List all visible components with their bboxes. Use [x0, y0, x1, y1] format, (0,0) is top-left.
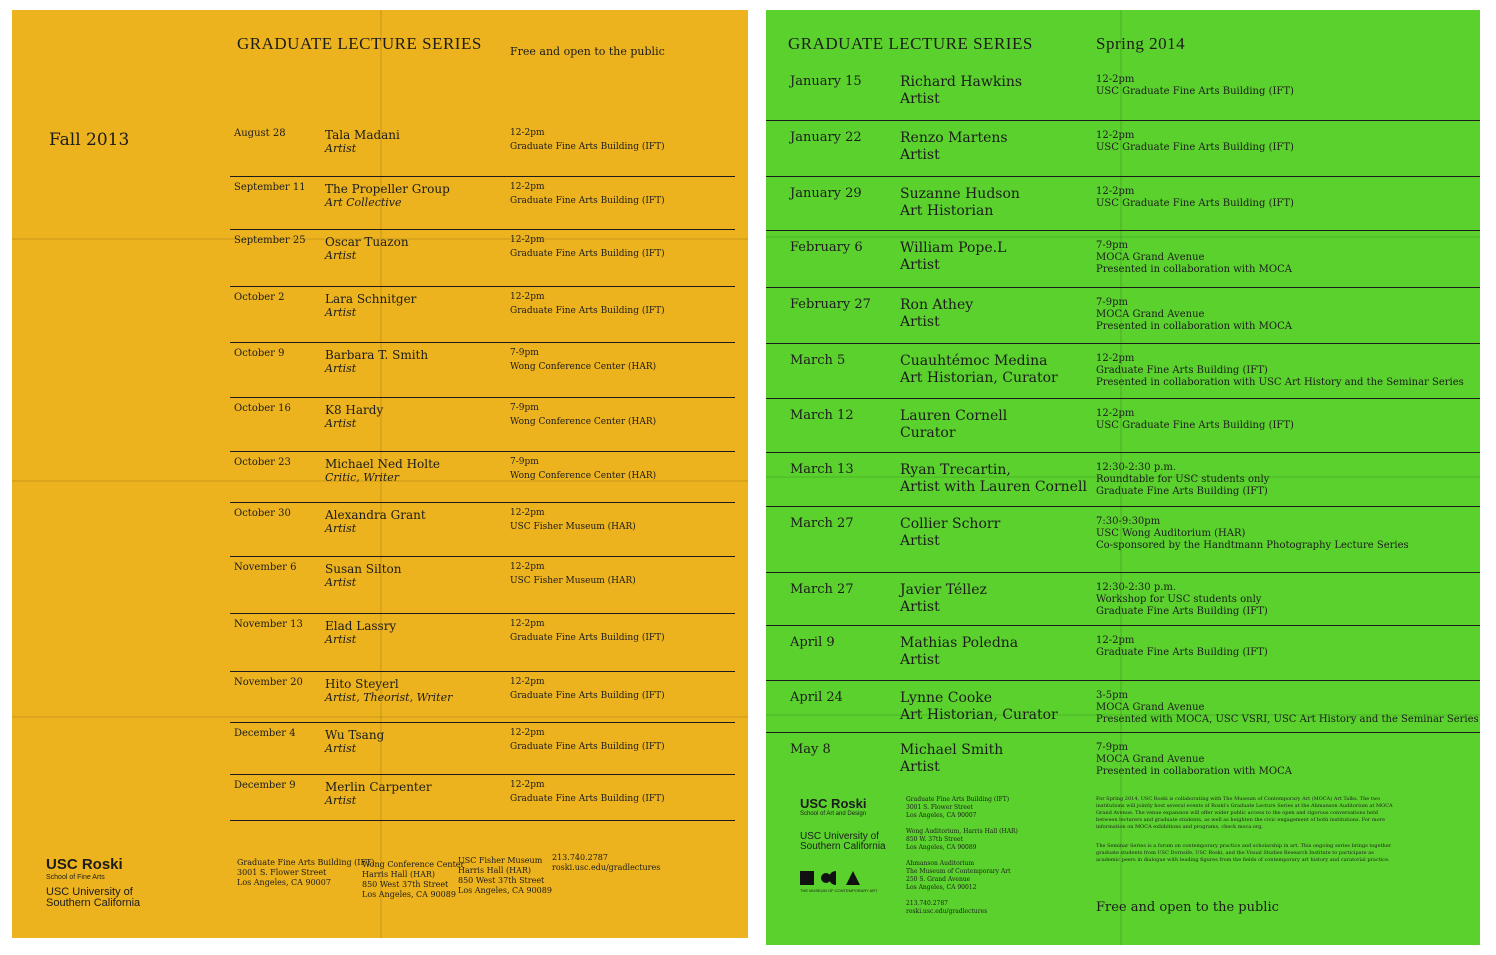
lecture-row [12, 235, 748, 285]
row-divider [766, 572, 1480, 573]
row-divider [766, 680, 1480, 681]
lecturer-name: Ryan Trecartin, [900, 462, 1011, 478]
row-divider [230, 774, 735, 775]
row-divider [230, 502, 735, 503]
lecture-detail-line: Presented in collaboration with MOCA [1096, 264, 1292, 275]
usc-logo: USC University of Southern California [46, 886, 141, 909]
row-divider [230, 613, 735, 614]
lecturer-name: Lara Schnitger [325, 292, 417, 306]
lecture-date: October 2 [234, 292, 285, 303]
lecturer-name: Barbara T. Smith [325, 348, 429, 362]
lecture-detail-line: 12:30-2:30 p.m. [1096, 462, 1177, 473]
lecturer-role: Artist [900, 257, 940, 273]
lecturer-name: Tala Madani [325, 128, 400, 142]
lecture-detail-line: MOCA Grand Avenue [1096, 252, 1205, 263]
lecture-row [12, 403, 748, 453]
lecture-row [12, 780, 748, 830]
lecturer-role: Artist [325, 249, 357, 262]
lecturer-name: The Propeller Group [325, 182, 450, 196]
lecture-row [766, 297, 1480, 347]
lecture-location: Graduate Fine Arts Building (IFT) [510, 196, 665, 206]
lecture-detail-line: 7-9pm [1096, 742, 1128, 753]
lecture-detail-line: Graduate Fine Arts Building (IFT) [1096, 486, 1268, 497]
address-ift: Graduate Fine Arts Building (IFT) 3001 S. Flower Street Los Angeles, CA 90007 [237, 858, 375, 887]
lecture-detail-line: Presented with MOCA, USC VSRI, USC Art History and the Seminar Series [1096, 714, 1479, 725]
lecture-row [766, 516, 1480, 566]
row-divider [766, 287, 1480, 288]
lecture-detail-line: 12-2pm [1096, 635, 1135, 646]
lecture-location: Wong Conference Center (HAR) [510, 417, 657, 427]
fold-line [766, 236, 1480, 238]
lecturer-role: Artist [900, 652, 940, 668]
season-label: Fall 2013 [49, 130, 130, 150]
lecturer-name: Alexandra Grant [325, 508, 426, 522]
contact-info: 213.740.2787 roski.usc.edu/gradlectures [552, 853, 661, 872]
lecturer-role: Artist [325, 362, 357, 375]
lecturer-name: Michael Smith [900, 742, 1004, 758]
lecture-detail-line: Graduate Fine Arts Building (IFT) [1096, 647, 1268, 658]
lecturer-role: Art Collective [325, 196, 402, 209]
lecture-time: 12-2pm [510, 677, 545, 687]
lecture-time: 12-2pm [510, 182, 545, 192]
lecturer-name: K8 Hardy [325, 403, 384, 417]
row-divider [230, 229, 735, 230]
lecturer-role: Artist [325, 306, 357, 319]
lecture-time: 12-2pm [510, 235, 545, 245]
lecture-location: Graduate Fine Arts Building (IFT) [510, 633, 665, 643]
lecture-row [12, 562, 748, 612]
tagline: Free and open to the public [1096, 900, 1279, 915]
lecture-time: 12-2pm [510, 292, 545, 302]
lecture-detail-line: MOCA Grand Avenue [1096, 702, 1205, 713]
row-divider [230, 397, 735, 398]
row-divider [766, 120, 1480, 121]
lecture-date: October 23 [234, 457, 291, 468]
season-label: Spring 2014 [1096, 34, 1186, 53]
lecturer-role: Artist [900, 599, 940, 615]
moca-shapes-icon [800, 870, 864, 886]
moca-logo [800, 870, 864, 890]
lecture-date: October 16 [234, 403, 291, 414]
lecture-detail-line: Presented in collaboration with USC Art History and the Seminar Series [1096, 377, 1464, 388]
lecture-date: January 29 [790, 186, 862, 201]
lecture-row [12, 508, 748, 558]
lecture-detail-line: Workshop for USC students only [1096, 594, 1262, 605]
moca-collaboration-note: For Spring 2014, USC Roski is collaborating with The Museum of Contemporary Art (MOCA) Art Talks. The two institutions will jointly host several events of Roski's Graduate Lecture Series at the Ahmanson Auditorium at MOCA Grand Avenue. The venue expansion will offer wider public access to the open and rigorous conversations held between lecturers and graduate students, as well as heighten the civic engagement of both institutions. For more information on MOCA exhibitions and programs, check moca.org. [1096, 796, 1393, 830]
roski-logo-subtitle: School of Art and Design [800, 811, 867, 817]
lecture-detail-line: USC Graduate Fine Arts Building (IFT) [1096, 420, 1294, 431]
lecture-row [12, 457, 748, 507]
lecture-detail-line: 7:30-9:30pm [1096, 516, 1161, 527]
lecturer-role: Artist [900, 533, 940, 549]
lecturer-name: Lauren Cornell [900, 408, 1008, 424]
row-divider [766, 732, 1480, 733]
lecturer-role: Artist [325, 633, 357, 646]
lecture-date: March 5 [790, 353, 846, 368]
lecture-time: 12-2pm [510, 128, 545, 138]
lecture-detail-line: 3-5pm [1096, 690, 1128, 701]
lecture-date: May 8 [790, 742, 831, 757]
lecture-detail-line: 12-2pm [1096, 186, 1135, 197]
lecture-row [766, 462, 1480, 512]
lecture-date: February 27 [790, 297, 871, 312]
lecturer-name: Lynne Cooke [900, 690, 993, 706]
lecture-row [12, 619, 748, 669]
lecture-date: March 13 [790, 462, 854, 477]
lecturer-role: Curator [900, 425, 956, 441]
lecture-date: April 9 [790, 635, 835, 650]
lecture-detail-line: 7-9pm [1096, 297, 1128, 308]
lecture-detail-line: USC Graduate Fine Arts Building (IFT) [1096, 86, 1294, 97]
lecturer-role: Art Historian [900, 203, 994, 219]
lecturer-role: Art Historian, Curator [900, 707, 1058, 723]
lecture-date: February 6 [790, 240, 863, 255]
row-divider [230, 671, 735, 672]
lecturer-role: Artist [325, 142, 357, 155]
lecturer-role: Critic, Writer [325, 471, 400, 484]
lecturer-name: Wu Tsang [325, 728, 385, 742]
lecture-time: 12-2pm [510, 728, 545, 738]
usc-logo: USC University of Southern California [800, 831, 886, 852]
lecture-row [766, 690, 1480, 740]
lecturer-name: Elad Lassry [325, 619, 397, 633]
lecture-detail-line: 12-2pm [1096, 74, 1135, 85]
lecture-date: March 12 [790, 408, 854, 423]
lecture-date: October 30 [234, 508, 291, 519]
lecture-row [766, 742, 1480, 792]
lecture-row [766, 74, 1480, 124]
lecture-detail-line: 12-2pm [1096, 408, 1135, 419]
lecture-date: March 27 [790, 582, 854, 597]
lecture-location: Wong Conference Center (HAR) [510, 471, 657, 481]
row-divider [230, 820, 735, 821]
lecture-detail-line: Presented in collaboration with MOCA [1096, 321, 1292, 332]
lecture-date: March 27 [790, 516, 854, 531]
lecture-detail-line: 7-9pm [1096, 240, 1128, 251]
row-divider [766, 452, 1480, 453]
lecturer-name: Mathias Poledna [900, 635, 1019, 651]
row-divider [230, 451, 735, 452]
lecture-time: 7-9pm [510, 348, 539, 358]
row-divider [230, 176, 735, 177]
lecture-date: November 13 [234, 619, 303, 630]
roski-logo: USC Roski [46, 856, 123, 873]
lecture-row [12, 128, 748, 178]
lecture-row [766, 408, 1480, 458]
lecture-detail-line: 12-2pm [1096, 130, 1135, 141]
lecture-detail-line: Co-sponsored by the Handtmann Photography Lecture Series [1096, 540, 1409, 551]
lecture-detail-line: MOCA Grand Avenue [1096, 754, 1205, 765]
poster-title: GRADUATE LECTURE SERIES [237, 34, 482, 53]
seminar-series-note: The Seminar Series is a forum on contemporary practice and scholarship in art. This ongoing series brings together graduate students from USC Dornsife, USC Roski, and the Visual Studies Research Institute to participate as academic peers in dialogue with leading figures from the fields of contemporary art history and curatorial practice. [1096, 843, 1392, 863]
lecture-date: August 28 [234, 128, 286, 139]
row-divider [766, 230, 1480, 231]
lecturer-role: Artist, Theorist, Writer [325, 691, 453, 704]
roski-logo-subtitle: School of Fine Arts [46, 874, 105, 881]
venue-addresses: Graduate Fine Arts Building (IFT) 3001 S. Flower Street Los Angeles, CA 90007 Wong Auditorium, Harris Hall (HAR) 850 W. 37th Street Los Angeles, CA 90089 Ahmanson Auditorium The Museum of Contemporary Art 250 S. Grand Avenue Los Angeles, CA 90012 213.740.2787 roski.usc.edu/gradlectures [906, 796, 1018, 915]
row-divider [766, 506, 1480, 507]
lecture-location: Graduate Fine Arts Building (IFT) [510, 691, 665, 701]
tagline: Free and open to the public [510, 45, 665, 58]
lecture-location: Wong Conference Center (HAR) [510, 362, 657, 372]
lecture-date: September 25 [234, 235, 306, 246]
row-divider [230, 556, 735, 557]
address-wong: Wong Conference Center Harris Hall (HAR) 850 West 37th Street Los Angeles, CA 90089 [362, 860, 465, 899]
lecture-detail-line: USC Wong Auditorium (HAR) [1096, 528, 1246, 539]
lecture-time: 12-2pm [510, 619, 545, 629]
lecturer-role: Artist [325, 417, 357, 430]
fall-2013-poster [12, 10, 748, 938]
lecture-time: 12-2pm [510, 508, 545, 518]
lecturer-role: Artist [325, 742, 357, 755]
lecturer-role: Artist [900, 147, 940, 163]
lecture-date: January 22 [790, 130, 862, 145]
lecture-row [766, 582, 1480, 632]
lecture-date: April 24 [790, 690, 843, 705]
lecturer-role: Artist [900, 91, 940, 107]
lecture-time: 7-9pm [510, 403, 539, 413]
lecturer-name: Michael Ned Holte [325, 457, 441, 471]
row-divider [766, 343, 1480, 344]
lecture-detail-line: 12:30-2:30 p.m. [1096, 582, 1177, 593]
lecture-location: Graduate Fine Arts Building (IFT) [510, 306, 665, 316]
row-divider [766, 625, 1480, 626]
lecture-date: January 15 [790, 74, 862, 89]
lecturer-name: Collier Schorr [900, 516, 1001, 532]
row-divider [230, 286, 735, 287]
lecturer-name: Javier Téllez [900, 582, 987, 598]
lecture-date: September 11 [234, 182, 306, 193]
lecturer-name: William Pope.L [900, 240, 1007, 256]
lecture-row [12, 348, 748, 398]
lecture-date: October 9 [234, 348, 285, 359]
lecture-row [766, 353, 1480, 403]
lecturer-role: Artist with Lauren Cornell [900, 479, 1087, 495]
lecture-row [12, 677, 748, 727]
lecture-row [766, 130, 1480, 180]
lecture-location: Graduate Fine Arts Building (IFT) [510, 142, 665, 152]
lecture-location: Graduate Fine Arts Building (IFT) [510, 794, 665, 804]
row-divider [230, 342, 735, 343]
lecture-row [766, 635, 1480, 685]
lecture-detail-line: Presented in collaboration with MOCA [1096, 766, 1292, 777]
row-divider [766, 176, 1480, 177]
lecturer-name: Hito Steyerl [325, 677, 399, 691]
lecture-detail-line: MOCA Grand Avenue [1096, 309, 1205, 320]
lecture-detail-line: USC Graduate Fine Arts Building (IFT) [1096, 198, 1294, 209]
lecture-location: Graduate Fine Arts Building (IFT) [510, 742, 665, 752]
lecture-location: USC Fisher Museum (HAR) [510, 576, 636, 586]
lecturer-name: Richard Hawkins [900, 74, 1023, 90]
lecture-time: 12-2pm [510, 562, 545, 572]
lecture-time: 12-2pm [510, 780, 545, 790]
lecturer-name: Cuauhtémoc Medina [900, 353, 1048, 369]
lecture-location: Graduate Fine Arts Building (IFT) [510, 249, 665, 259]
lecturer-role: Artist [325, 794, 357, 807]
row-divider [230, 722, 735, 723]
row-divider [766, 398, 1480, 399]
lecture-detail-line: Roundtable for USC students only [1096, 474, 1270, 485]
lecturer-name: Renzo Martens [900, 130, 1008, 146]
spring-2014-poster [766, 10, 1480, 945]
lecture-row [766, 186, 1480, 236]
lecturer-role: Artist [900, 759, 940, 775]
lecturer-name: Oscar Tuazon [325, 235, 409, 249]
lecturer-role: Artist [900, 314, 940, 330]
lecturer-name: Suzanne Hudson [900, 186, 1020, 202]
lecture-date: November 20 [234, 677, 303, 688]
lecture-detail-line: USC Graduate Fine Arts Building (IFT) [1096, 142, 1294, 153]
lecture-row [12, 728, 748, 778]
lecture-row [12, 182, 748, 232]
lecture-detail-line: Graduate Fine Arts Building (IFT) [1096, 606, 1268, 617]
lecture-date: November 6 [234, 562, 297, 573]
lecture-detail-line: 12-2pm [1096, 353, 1135, 364]
lecturer-role: Artist [325, 522, 357, 535]
lecturer-name: Ron Athey [900, 297, 974, 313]
lecture-row [766, 240, 1480, 290]
lecture-date: December 4 [234, 728, 296, 739]
roski-logo: USC Roski [800, 796, 867, 811]
lecturer-role: Art Historian, Curator [900, 370, 1058, 386]
lecturer-name: Susan Silton [325, 562, 402, 576]
lecture-location: USC Fisher Museum (HAR) [510, 522, 636, 532]
lecture-date: December 9 [234, 780, 296, 791]
lecturer-role: Artist [325, 576, 357, 589]
lecture-detail-line: Graduate Fine Arts Building (IFT) [1096, 365, 1268, 376]
lecturer-name: Merlin Carpenter [325, 780, 432, 794]
lecture-time: 7-9pm [510, 457, 539, 467]
lecture-row [12, 292, 748, 342]
address-fisher: USC Fisher Museum Harris Hall (HAR) 850 West 37th Street Los Angeles, CA 90089 [458, 856, 552, 895]
poster-title: GRADUATE LECTURE SERIES [788, 34, 1033, 53]
moca-logo-text: THE MUSEUM OF CONTEMPORARY ART [800, 888, 878, 893]
